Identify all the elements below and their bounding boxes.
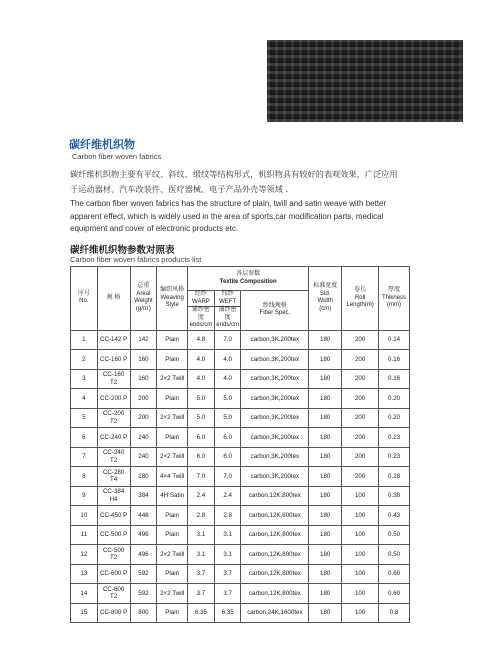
cell-style: Plain <box>157 428 188 448</box>
cell-width: 180 <box>309 408 342 428</box>
cell-fiber: carbon,12K,800tex <box>241 584 309 604</box>
cell-no: 13 <box>71 564 98 584</box>
cell-fiber: carbon,3K,200tex <box>241 447 309 467</box>
table-row <box>71 564 410 584</box>
description-en: The carbon fiber woven fabrics has the structure of plain, twill and satin weave with better apparent effect, which is widely used in the area of sports,car modification parts, medical equipment and cover of electronic products etc. <box>70 199 387 233</box>
cell-thickness: 0.23 <box>379 428 410 448</box>
table-row <box>71 486 410 506</box>
cell-no: 6 <box>71 428 98 448</box>
cell-warp: 5.0 <box>188 408 215 428</box>
cell-no: 11 <box>71 525 98 545</box>
table-row <box>71 428 410 448</box>
cell-roll: 200 <box>342 350 379 370</box>
cell-warp: 4.0 <box>188 369 215 389</box>
cell-weft: 5.0 <box>214 389 241 409</box>
cell-fiber: carbon,3K,200tex <box>241 467 309 487</box>
cell-weight: 200 <box>130 408 157 428</box>
cell-spec: CC-384 H4 <box>97 486 130 506</box>
cell-style: 4H Satin <box>157 486 188 506</box>
cell-thickness: 0.20 <box>379 408 410 428</box>
cell-width: 180 <box>309 330 342 350</box>
cell-fiber: carbon,12K,800tex <box>241 545 309 565</box>
cell-width: 180 <box>309 350 342 370</box>
cell-no: 1 <box>71 330 98 350</box>
cell-fiber: carbon,12K,800tex <box>241 506 309 526</box>
cell-weight: 592 <box>130 564 157 584</box>
cell-fiber: carbon,24K,1600tex <box>241 603 309 623</box>
cell-no: 14 <box>71 584 98 604</box>
cell-warp: 4.8 <box>188 330 215 350</box>
cell-no: 3 <box>71 369 98 389</box>
header-weight: 总重 Areal Weight (g/㎡) <box>130 267 157 331</box>
cell-style: 2×2 Twill <box>157 408 188 428</box>
cell-spec: CC-280 T4 <box>97 467 130 487</box>
cell-roll: 100 <box>342 506 379 526</box>
cell-style: 2×2 Twill <box>157 447 188 467</box>
cell-width: 180 <box>309 525 342 545</box>
cell-width: 180 <box>309 467 342 487</box>
cell-weight: 160 <box>130 369 157 389</box>
cell-style: Plain <box>157 564 188 584</box>
cell-style: 2×2 Twill <box>157 369 188 389</box>
cell-no: 2 <box>71 350 98 370</box>
cell-no: 7 <box>71 447 98 467</box>
table-row <box>71 330 410 350</box>
cell-weight: 240 <box>130 428 157 448</box>
product-spec-table <box>70 266 410 623</box>
header-spec: 规 格 <box>97 267 130 331</box>
cell-warp: 4.0 <box>188 350 215 370</box>
cell-thickness: 0.14 <box>379 330 410 350</box>
cell-no: 9 <box>71 486 98 506</box>
cell-warp: 3.1 <box>188 545 215 565</box>
cell-warp: 6.35 <box>188 603 215 623</box>
cell-weight: 160 <box>130 350 157 370</box>
cell-thickness: 0.16 <box>379 369 410 389</box>
cell-weft: 6.35 <box>214 603 241 623</box>
cell-style: 2×2 Twill <box>157 584 188 604</box>
cell-width: 180 <box>309 389 342 409</box>
header-weft: 纬纱 WEFT <box>214 291 241 307</box>
cell-weft: 3.1 <box>214 525 241 545</box>
table-row <box>71 545 410 565</box>
cell-spec: CC-200 T2 <box>97 408 130 428</box>
cell-fiber: carbon,3K,200tex <box>241 389 309 409</box>
header-fiber: 纱线规格 Fiber Spec. <box>241 291 309 331</box>
cell-weft: 2.8 <box>214 506 241 526</box>
cell-fiber: carbon,12K,800tex <box>241 564 309 584</box>
cell-spec: CC-240 P <box>97 428 130 448</box>
table-row <box>71 603 410 623</box>
section-title-en: Carbon fiber woven fabrics <box>72 152 162 161</box>
cell-weft: 7.0 <box>214 467 241 487</box>
cell-spec: CC-240 T2 <box>97 447 130 467</box>
cell-weight: 496 <box>130 525 157 545</box>
cell-no: 15 <box>71 603 98 623</box>
table-row <box>71 369 410 389</box>
cell-weft: 4.0 <box>214 369 241 389</box>
header-no: 序号 No. <box>71 267 98 331</box>
cell-weight: 384 <box>130 486 157 506</box>
cell-no: 10 <box>71 506 98 526</box>
cell-width: 180 <box>309 584 342 604</box>
cell-roll: 200 <box>342 369 379 389</box>
cell-roll: 200 <box>342 330 379 350</box>
cell-fiber: carbon,12K,800tex <box>241 525 309 545</box>
cell-weft: 4.0 <box>214 350 241 370</box>
cell-style: 2×2 Twill <box>157 545 188 565</box>
cell-weft: 7.0 <box>214 330 241 350</box>
cell-weight: 448 <box>130 506 157 526</box>
cell-warp: 6.0 <box>188 428 215 448</box>
cell-thickness: 0.38 <box>379 486 410 506</box>
cell-weight: 280 <box>130 467 157 487</box>
table-title-en: Carbon fiber woven fabrics products list <box>70 255 202 264</box>
cell-roll: 200 <box>342 467 379 487</box>
cell-thickness: 0.20 <box>379 389 410 409</box>
cell-weight: 592 <box>130 584 157 604</box>
header-warp-density: 铺纱密度 ends/cm <box>188 307 215 331</box>
cell-roll: 200 <box>342 447 379 467</box>
cell-roll: 100 <box>342 564 379 584</box>
cell-roll: 100 <box>342 486 379 506</box>
cell-fiber: carbon,3K,200tex <box>241 408 309 428</box>
section-title-cn: 碳纤维机织物 <box>69 138 135 151</box>
cell-spec: CC-142 P <box>97 330 130 350</box>
cell-weight: 200 <box>130 389 157 409</box>
cell-fiber: carbon,12K,800tex <box>241 486 309 506</box>
cell-width: 180 <box>309 506 342 526</box>
table-row <box>71 389 410 409</box>
cell-roll: 100 <box>342 584 379 604</box>
cell-style: Plain <box>157 330 188 350</box>
cell-spec: CC-200 P <box>97 389 130 409</box>
header-roll: 卷长 Roll Length(m) <box>342 267 379 331</box>
cell-spec: CC-160 P <box>97 350 130 370</box>
cell-thickness: 0.50 <box>379 545 410 565</box>
description-cn: 碳纤维机织物主要有平纹、斜纹、缎纹等结构形式，机织物具有较好的表观效果，广泛应用于运动器材、汽车改装件、医疗器械、电子产品外壳等领域 . <box>70 169 398 194</box>
cell-width: 180 <box>309 428 342 448</box>
cell-spec: CC-600 T2 <box>97 584 130 604</box>
table-row <box>71 447 410 467</box>
cell-thickness: 0.16 <box>379 350 410 370</box>
cell-roll: 200 <box>342 408 379 428</box>
table-row <box>71 408 410 428</box>
cell-weft: 3.7 <box>214 584 241 604</box>
header-weft-density: 铺纱密度 ends/cm <box>214 307 241 331</box>
cell-style: 4×4 Twill <box>157 467 188 487</box>
cell-thickness: 0.50 <box>379 525 410 545</box>
cell-roll: 100 <box>342 525 379 545</box>
cell-weight: 142 <box>130 330 157 350</box>
cell-thickness: 0.60 <box>379 584 410 604</box>
cell-thickness: 0.43 <box>379 506 410 526</box>
table-title-cn: 碳纤维机织物参数对照表 <box>70 245 175 256</box>
cell-warp: 6.0 <box>188 447 215 467</box>
header-style: 编织风格 Weaving Style <box>157 267 188 331</box>
cell-weft: 3.7 <box>214 564 241 584</box>
cell-roll: 200 <box>342 428 379 448</box>
cell-style: Plain <box>157 506 188 526</box>
cell-fiber: carbon,3K,200tex <box>241 330 309 350</box>
table-row <box>71 506 410 526</box>
cell-thickness: 0.60 <box>379 564 410 584</box>
cell-thickness: 0.23 <box>379 447 410 467</box>
cell-fiber: carbon,3K,200tex <box>241 369 309 389</box>
cell-weft: 2.4 <box>214 486 241 506</box>
cell-thickness: 0.28 <box>379 467 410 487</box>
header-composition: 各层参数 Textile Composition <box>188 267 309 291</box>
cell-style: Plain <box>157 525 188 545</box>
cell-width: 180 <box>309 486 342 506</box>
cell-spec: CC-600 P <box>97 564 130 584</box>
cell-weft: 5.0 <box>214 408 241 428</box>
cell-roll: 100 <box>342 603 379 623</box>
header-warp: 经纱 WARP <box>188 291 215 307</box>
cell-roll: 100 <box>342 545 379 565</box>
cell-width: 180 <box>309 545 342 565</box>
cell-style: Plain <box>157 603 188 623</box>
cell-warp: 2.4 <box>188 486 215 506</box>
table-row <box>71 584 410 604</box>
cell-width: 180 <box>309 447 342 467</box>
cell-no: 5 <box>71 408 98 428</box>
carbon-fiber-fabric-photo <box>267 40 463 122</box>
cell-weight: 496 <box>130 545 157 565</box>
cell-roll: 200 <box>342 389 379 409</box>
table-row <box>71 350 410 370</box>
cell-spec: CC-800 P <box>97 603 130 623</box>
cell-weight: 240 <box>130 447 157 467</box>
cell-no: 12 <box>71 545 98 565</box>
cell-warp: 7.0 <box>188 467 215 487</box>
cell-no: 8 <box>71 467 98 487</box>
cell-no: 4 <box>71 389 98 409</box>
cell-spec: CC-160 T2 <box>97 369 130 389</box>
cell-spec: CC-500 T2 <box>97 545 130 565</box>
cell-width: 180 <box>309 603 342 623</box>
cell-weight: 800 <box>130 603 157 623</box>
cell-style: Plain <box>157 350 188 370</box>
table-row <box>71 467 410 487</box>
cell-spec: CC-500 P <box>97 525 130 545</box>
cell-weft: 6.0 <box>214 447 241 467</box>
cell-style: Plain <box>157 389 188 409</box>
cell-warp: 3.7 <box>188 584 215 604</box>
cell-warp: 2.8 <box>188 506 215 526</box>
cell-fiber: carbon,3K,200tex <box>241 350 309 370</box>
cell-weft: 6.0 <box>214 428 241 448</box>
cell-thickness: 0.8 <box>379 603 410 623</box>
cell-warp: 5.0 <box>188 389 215 409</box>
cell-weft: 3.1 <box>214 545 241 565</box>
cell-warp: 3.1 <box>188 525 215 545</box>
cell-fiber: carbon,3K,200tex <box>241 428 309 448</box>
header-width: 标准宽度 Std. Width (cm) <box>309 267 342 331</box>
cell-width: 180 <box>309 369 342 389</box>
cell-warp: 3.7 <box>188 564 215 584</box>
header-thickness: 厚度 Thikness (mm) <box>379 267 410 331</box>
cell-width: 180 <box>309 564 342 584</box>
cell-spec: CC-450 P <box>97 506 130 526</box>
table-row <box>71 525 410 545</box>
